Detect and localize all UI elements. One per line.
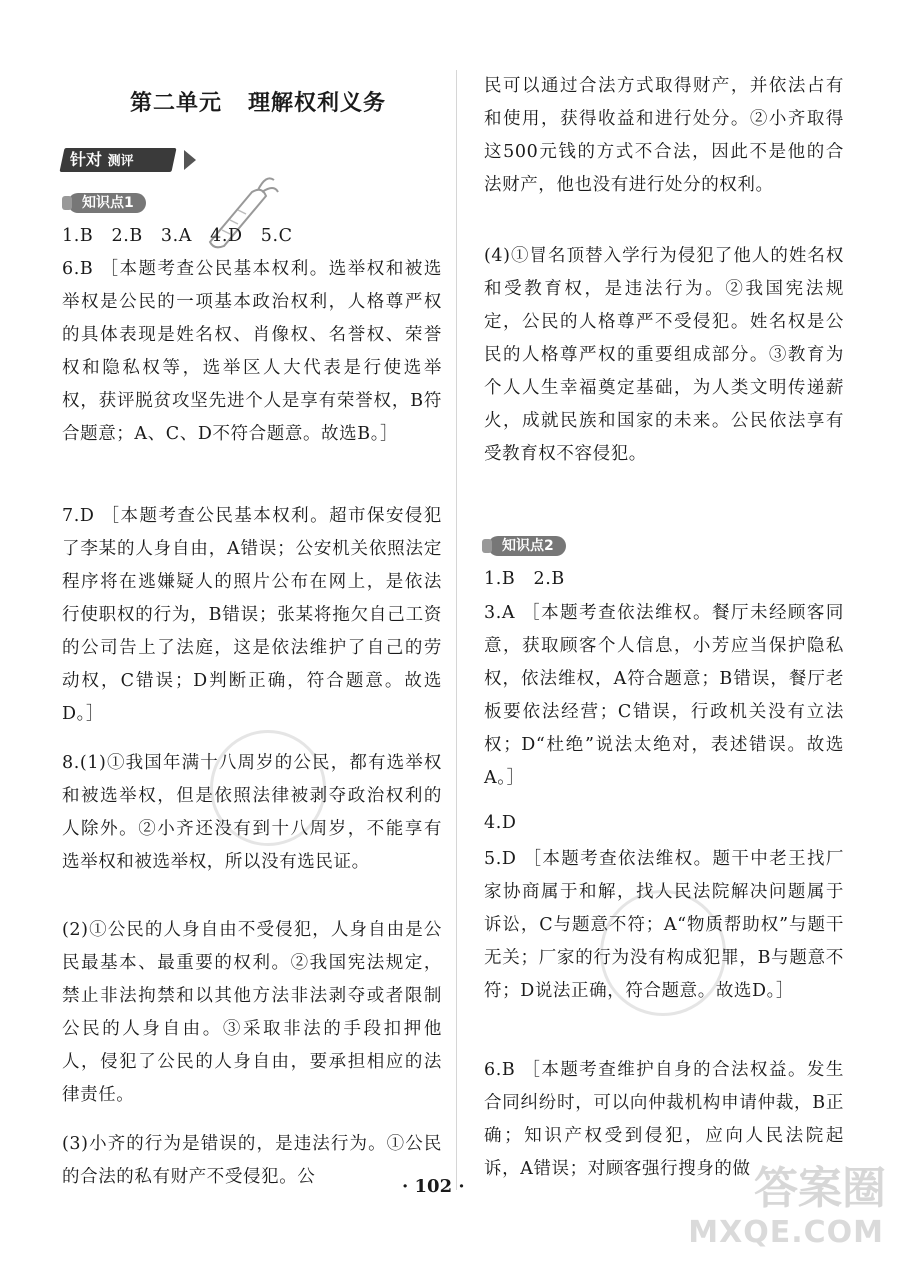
answer-q8-4: (4)①冒名顶替入学行为侵犯了他人的姓名权和受教育权，是违法行为。②我国宪法规定，公民的人格尊严不受侵犯。姓名权是公民的人格尊严权的重要组成部分。③教育为个人人生幸福奠定基础，为人类文明传递薪火，成就民族和国家的未来。公民依法享有受教育权不容侵犯。 [484, 246, 844, 464]
answer-k2-line-1-2: 1.B 2.B [484, 569, 565, 589]
answer-q8-2: (2)①公民的人身自由不受侵犯，人身自由是公民最基本、最重要的权利。②我国宪法规定，禁止非法拘禁和以其他方法非法剥夺或者限制公民的人身自由。③采取非法的手段扣押他人，侵犯了公民的人身自由，要承担相应的法律责任。 [62, 920, 442, 1105]
answer-k2-q4: 4.D [484, 813, 517, 833]
answer-q8-3: (3)小齐的行为是错误的，是违法行为。①公民的合法的私有财产不受侵犯。公 [62, 1134, 442, 1187]
answer-q8-3-cont: 民可以通过合法方式取得财产，并依法占有和使用，获得收益和进行处分。②小齐取得这500元钱的方式不合法，因此不是他的合法财产，他也没有进行处分的权利。 [484, 76, 844, 195]
answer-k2-q3: 3.A ［本题考查依法维权。餐厅未经顾客同意，获取顾客个人信息，小芳应当保护隐私权，依法维权，A符合题意；B错误，餐厅老板要依法经营；C错误，行政机关没有立法权；D“杜绝”说法太绝对，表述错误。故选A。］ [484, 603, 844, 788]
answer-k2-q5: 5.D ［本题考查依法维权。题干中老王找厂家协商属于和解，找人民法院解决问题属于诉讼，C与题意不符；A“物质帮助权”与题干无关；厂家的行为没有构成犯罪，B与题意不符；D说法正确，符合题意。故选D。］ [484, 849, 844, 1001]
section-tag-k2: 知识点2 [488, 536, 566, 556]
watermark-url: MXQE.COM [688, 1215, 884, 1250]
answer-q6: 6.B ［本题考查公民基本权利。选举权和被选举权是公民的一项基本政治权利，人格尊严权的具体表现是姓名权、肖像权、名誉权、荣誉权和隐私权等，选举区人大代表是行使选举权，获评脱贫攻坚先进个人是享有荣誉权，B符合题意；A、C、D不符合题意。故选B。］ [62, 259, 442, 444]
watermark-brand: 答案圈 [754, 1163, 886, 1214]
answer-line-1-5: 1.B 2.B 3.A 4.D 5.C [62, 226, 293, 246]
section-banner [62, 146, 212, 174]
page-title: 第二单元 理解权利义务 [130, 90, 387, 116]
section-tag-k1: 知识点1 [68, 193, 146, 213]
banner-label-b: 测评 [107, 154, 134, 169]
play-arrow-icon [184, 150, 196, 170]
column-divider [456, 70, 457, 1190]
site-watermark [688, 1148, 892, 1258]
banner-label-a: 针对 [70, 150, 103, 169]
page-number: · 102 · [402, 1176, 465, 1197]
answer-q8-1: 8.(1)①我国年满十八周岁的公民，都有选举权和被选举权，但是依照法律被剥夺政治权利的人除外。②小齐还没有到十八周岁，不能享有选举权和被选举权，所以没有选民证。 [62, 753, 442, 872]
answer-q7: 7.D ［本题考查公民基本权利。超市保安侵犯了李某的人身自由，A错误；公安机关依照法定程序将在逃嫌疑人的照片公布在网上，是依法行使职权的行为，B错误；张某将拖欠自己工资的公司告上了法庭，这是依法维护了自己的劳动权，C错误；D判断正确，符合题意。故选D。］ [62, 506, 442, 724]
answer-k2-q6: 6.B ［本题考查维护自身的合法权益。发生合同纠纷时，可以向仲裁机构申请仲裁，B正确；知识产权受到侵犯，应向人民法院起诉，A错误；对顾客强行搜身的做 [484, 1060, 844, 1179]
